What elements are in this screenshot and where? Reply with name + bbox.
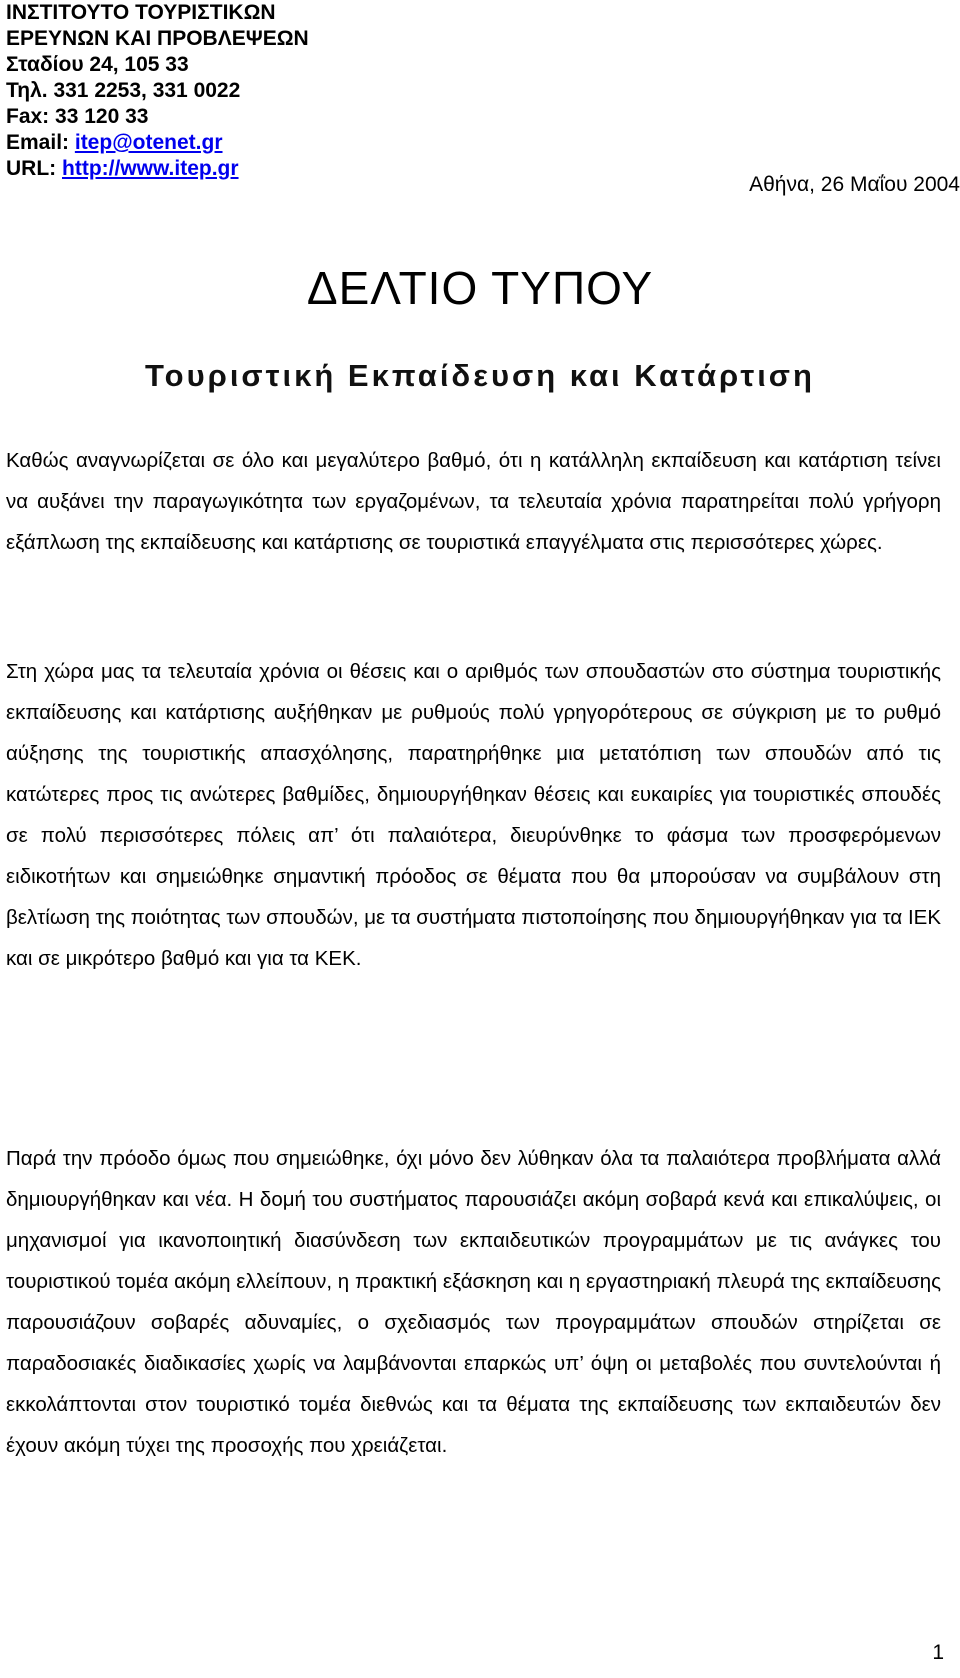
document-date: Αθήνα, 26 Μαΐου 2004 [749, 173, 960, 196]
email-label: Email: [6, 131, 75, 154]
page-number: 1 [932, 1641, 944, 1664]
document-subtitle: Τουριστική Εκπαίδευση και Κατάρτιση [145, 358, 815, 393]
email-link[interactable]: itep@otenet.gr [74, 131, 223, 154]
letterhead [6, 0, 946, 182]
document-title: ΔΕΛΤΙΟ ΤΥΠΟΥ [306, 262, 654, 314]
org-address: Σταδίου 24, 105 33 [6, 53, 189, 76]
url-label: URL: [6, 157, 62, 180]
body-paragraph-2: Στη χώρα μας τα τελευταία χρόνια οι θέσεις και ο αριθμός των σπουδαστών στο σύστημα τουριστικής εκπαίδευσης και κατάρτισης αυξήθηκαν με ρυθμούς πολύ γρηγορότερους σε σύγκριση με το ρυθμό αύξησης της τουριστικής απασχόλησης, παρατηρήθηκε μια μετατόπιση των σπουδών από τις κατώτερες προς τις ανώτερες βαθμίδες, δημιουργήθηκαν θέσεις και ευκαιρίες για τουριστικές σπουδές σε πολύ περισσότερες πόλεις απ’ ότι παλαιότερα, διευρύνθηκε το φάσμα των προσφερόμενων ειδικοτήτων και σημειώθηκε σημαντική πρόοδος σε θέματα που θα μπορούσαν να συμβάλουν στη βελτίωση της ποιότητας των σπουδών, με τα συστήματα πιστοποίησης που δημιουργήθηκαν για τα ΙΕΚ και σε μικρότερο βαθμό και για τα ΚΕΚ. [6, 660, 942, 970]
url-link[interactable]: http://www.itep.gr [62, 157, 239, 180]
body-paragraph-3: Παρά την πρόοδο όμως που σημειώθηκε, όχι μόνο δεν λύθηκαν όλα τα παλαιότερα προβλήματα αλλά δημιουργήθηκαν και νέα. Η δομή του συστήματος παρουσιάζει ακόμη σοβαρά κενά και επικαλύψεις, οι μηχανισμοί για ικανοποιητική διασύνδεση των εκπαιδευτικών προγραμμάτων με τις ανάγκες του τουριστικού τομέα ακόμη ελλείπουν, η πρακτική εξάσκηση και η εργαστηριακή πλευρά της εκπαίδευσης παρουσιάζουν σοβαρές αδυναμίες, ο σχεδιασμός των προγραμμάτων σπουδών στηρίζεται σε παραδοσιακές διαδικασίες χωρίς να λαμβάνονται επαρκώς υπ’ όψη οι μεταβολές που συντελούνται ή εκκολάπτονται στον τουριστικό τομέα διεθνώς και τα θέματα της εκπαίδευσης των εκπαιδευτών δεν έχουν ακόμη τύχει της προσοχής που χρειάζεται. [6, 1147, 941, 1457]
org-name-line2: ΕΡΕΥΝΩΝ ΚΑΙ ΠΡΟΒΛΕΨΕΩΝ [6, 27, 309, 50]
body-paragraph-1: Καθώς αναγνωρίζεται σε όλο και μεγαλύτερο βαθμό, ότι η κατάλληλη εκπαίδευση και κατάρτιση τείνει να αυξάνει την παραγωγικότητα των εργαζομένων, τα τελευταία χρόνια παρατηρείται πολύ γρήγορη εξάπλωση της εκπαίδευσης και κατάρτισης σε τουριστικά επαγγέλματα στις περισσότερες χώρες. [6, 449, 941, 554]
org-name-line1: ΙΝΣΤΙΤΟΥΤΟ ΤΟΥΡΙΣΤΙΚΩΝ [6, 1, 276, 24]
org-phone: Τηλ. 331 2253, 331 0022 [6, 79, 241, 102]
org-fax: Fax: 33 120 33 [6, 105, 149, 128]
org-email-line [6, 130, 946, 156]
